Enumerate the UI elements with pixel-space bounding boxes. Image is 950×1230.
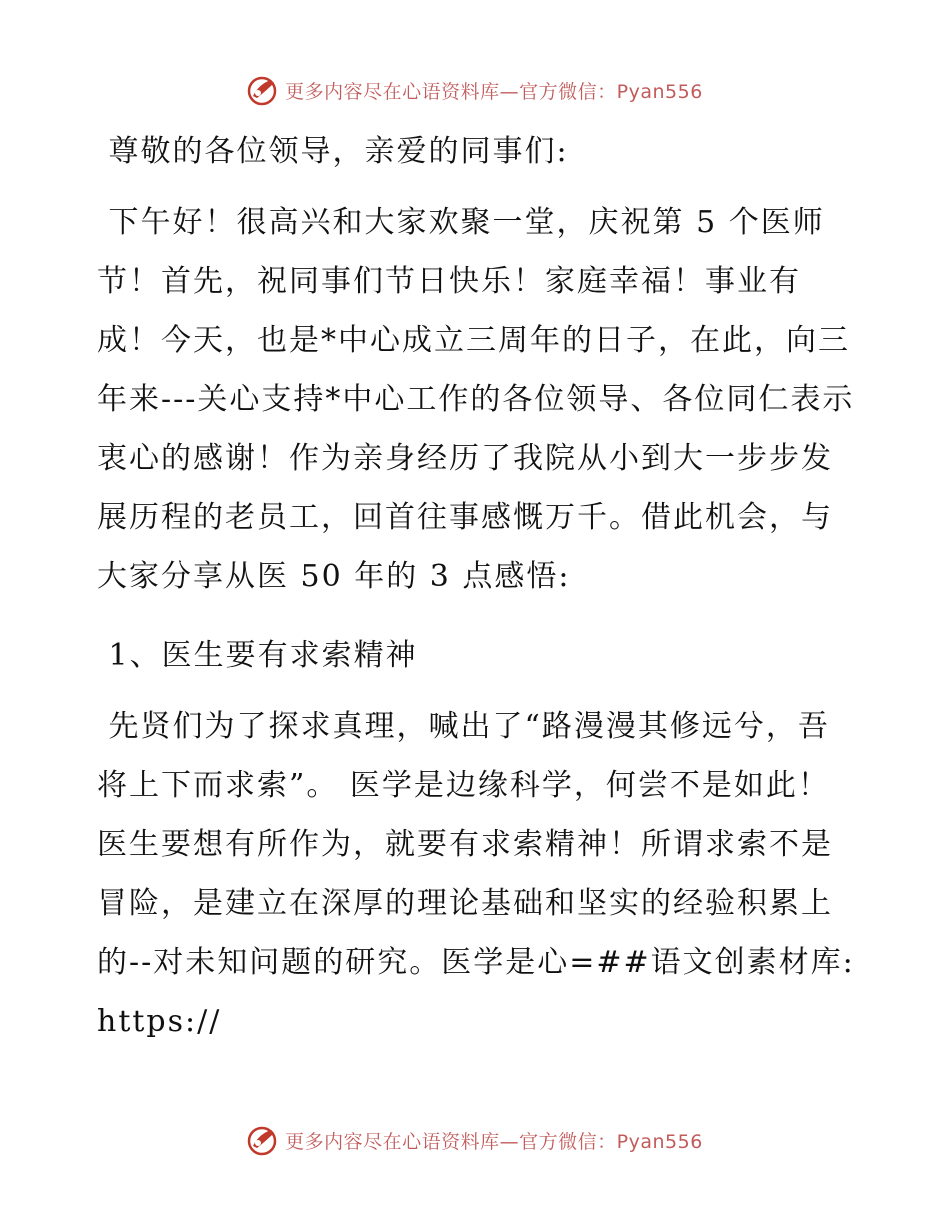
header-banner-text: 更多内容尽在心语资料库—官方微信：Pyan556 xyxy=(285,80,703,103)
footer-banner xyxy=(0,1120,950,1160)
document-body xyxy=(97,122,867,1051)
paragraph-greeting: 下午好！很高兴和大家欢聚一堂，庆祝第 5 个医师节！首先，祝同事们节日快乐！家庭幸福！事业有成！今天，也是*中心成立三周年的日子，在此，向三年来---关心支持*中心工作的各位领导、各位同仁表示衷心的感谢！作为亲身经历了我院从小到大一步步发展历程的老员工，回首往事感慨万千。借此机会，与大家分享从医 50 年的 3 点感悟: xyxy=(97,205,855,594)
paragraph-exploration: 先贤们为了探求真理，喊出了“路漫漫其修远兮，吾将上下而求索”。 医学是边缘科学，何尝不是如此！医生要想有所作为，就要有求索精神！所谓求索不是冒险，是建立在深厚的理论基础和坚实的经验积累上的--对未知问题的研究。医学是心=##语文创素材库: https:// xyxy=(97,709,867,1039)
footer-banner-text: 更多内容尽在心语资料库—官方微信：Pyan556 xyxy=(285,1130,703,1153)
pen-logo-icon xyxy=(247,74,279,106)
section-heading-1: 1、医生要有求索精神 xyxy=(97,638,418,673)
salutation: 尊敬的各位领导，亲爱的同事们: xyxy=(97,134,569,169)
pen-logo-icon xyxy=(247,1124,279,1156)
header-banner xyxy=(0,70,950,110)
